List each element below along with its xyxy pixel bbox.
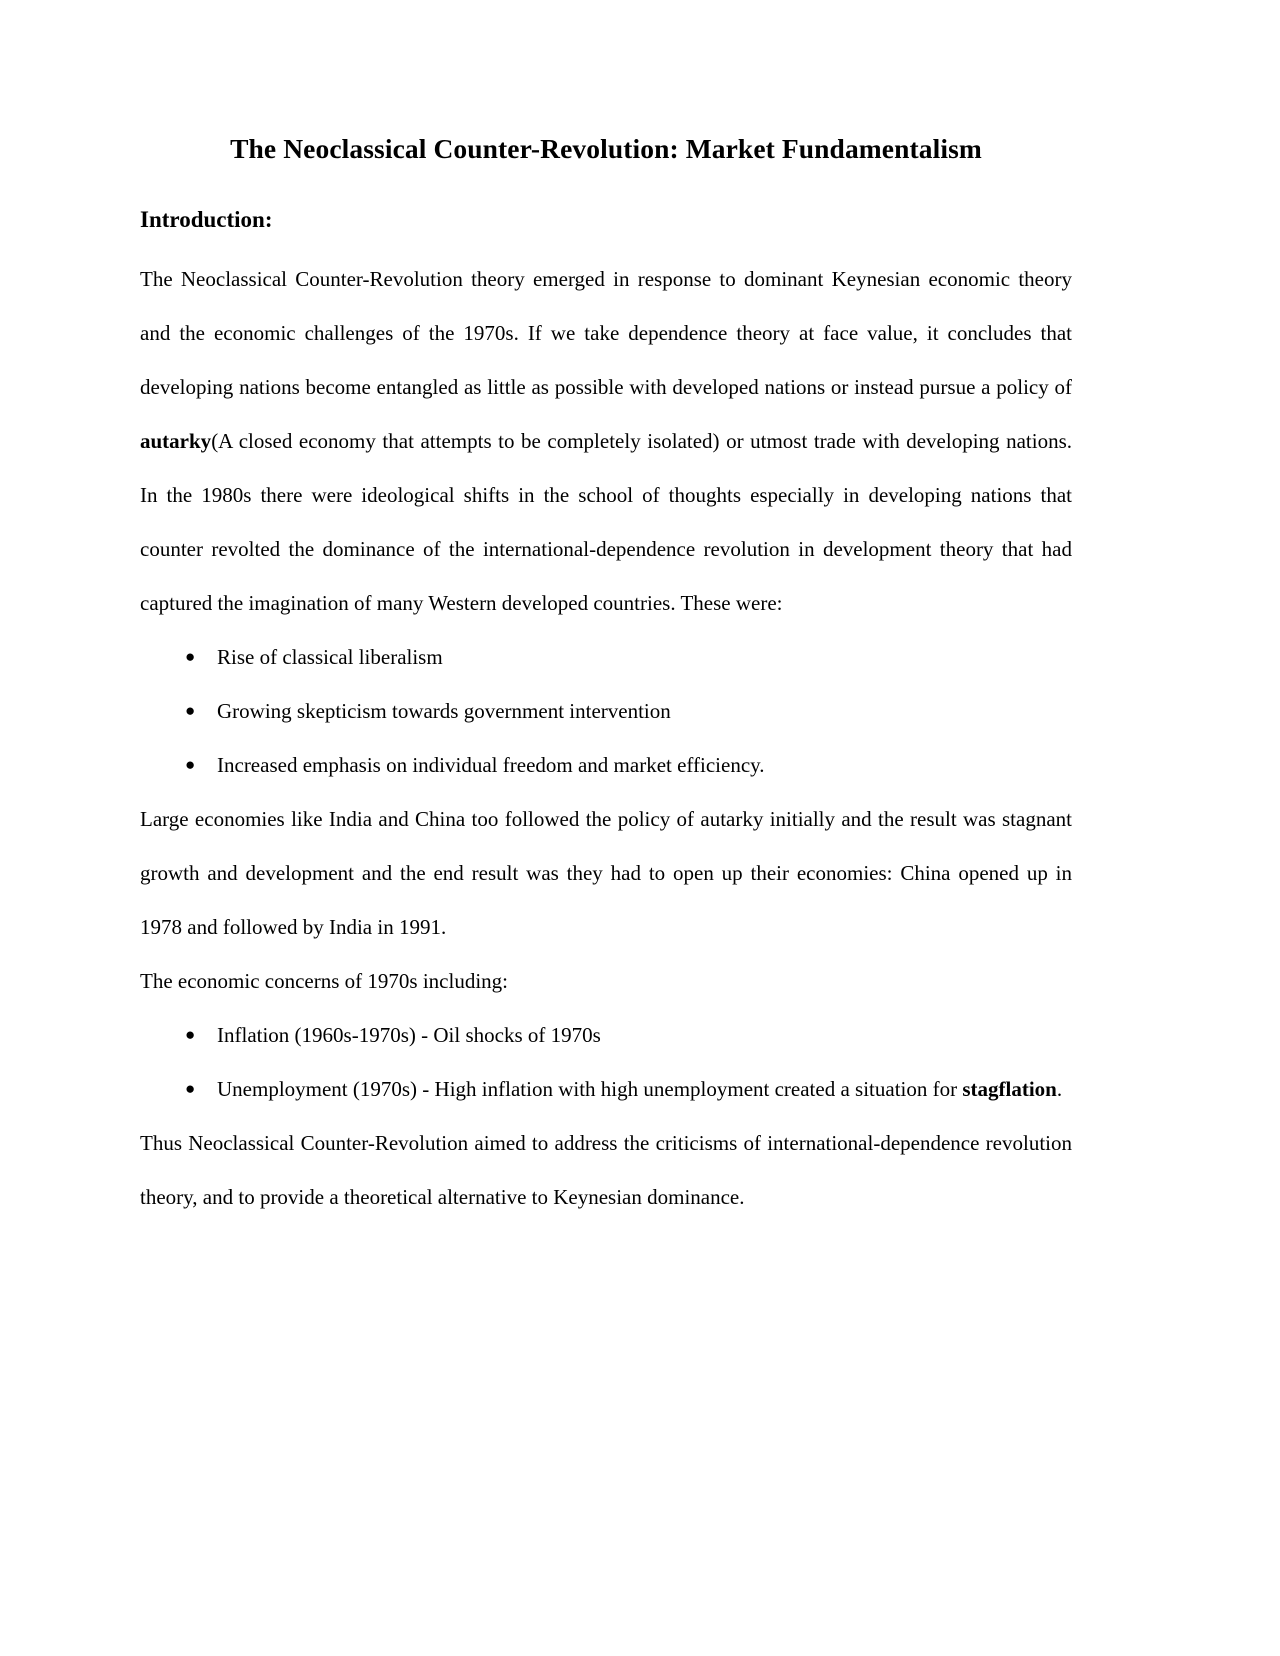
paragraph-large-economies: Large economies like India and China too followed the policy of autarky initially and the result was stagnant growth and development and the end result was they had to open up their economies: China opened up in 1978 and followed by India in 1991. [140, 806, 1072, 939]
list-item-label: Growing skepticism towards government intervention [217, 698, 671, 723]
bullet-dot-icon: ● [185, 1078, 196, 1098]
emphasis-autarky: autarky [140, 428, 212, 453]
section-heading-introduction: Introduction: [140, 207, 273, 233]
bullet-dot-icon: ● [185, 646, 196, 666]
list-item [140, 1062, 1072, 1116]
list-item-label: Increased emphasis on individual freedom and market efficiency. [217, 752, 765, 777]
paragraph-economic-concerns-lead: The economic concerns of 1970s including: [140, 968, 508, 993]
paragraph-intro-text-a: The Neoclassical Counter-Revolution theory emerged in response to dominant Keynesian economic theory and the economic challenges of the 1970s. If we take dependence theory at face value, it concludes that developing nations become entangled as little as possible with developed nations or instead pursue a policy of [140, 266, 1072, 399]
bullet-dot-icon: ● [185, 754, 196, 774]
list-item [140, 738, 1072, 792]
list-item [140, 1008, 1072, 1062]
paragraph-intro-text-b: (A closed economy that attempts to be completely isolated) or utmost trade with developing nations. In the 1980s there were ideological shifts in the school of thoughts especially in developing nations that counter revolted the dominance of the international-dependence revolution in development theory that had captured the imagination of many Western developed countries. These were: [140, 428, 1072, 615]
emphasis-stagflation: stagflation [962, 1076, 1057, 1101]
paragraph-intro [140, 252, 1072, 630]
page-title: The Neoclassical Counter-Revolution: Market Fundamentalism [230, 133, 982, 164]
list-item-label-suffix: . [1056, 1076, 1063, 1101]
paragraph-conclusion: Thus Neoclassical Counter-Revolution aimed to address the criticisms of international-dependence revolution theory, and to provide a theoretical alternative to Keynesian dominance. [140, 1130, 1072, 1209]
list-item-label: Unemployment (1970s) - High inflation with high unemployment created a situation for [217, 1076, 963, 1101]
list-item-label: Inflation (1960s-1970s) - Oil shocks of 1970s [217, 1022, 601, 1047]
bullet-dot-icon: ● [185, 700, 196, 720]
list-item [140, 630, 1072, 684]
list-item [140, 684, 1072, 738]
bullet-dot-icon: ● [185, 1024, 196, 1044]
list-ideological-shifts [140, 630, 1072, 792]
document-body [140, 130, 1072, 1224]
list-item-label: Rise of classical liberalism [217, 644, 443, 669]
list-economic-concerns [140, 1008, 1072, 1116]
